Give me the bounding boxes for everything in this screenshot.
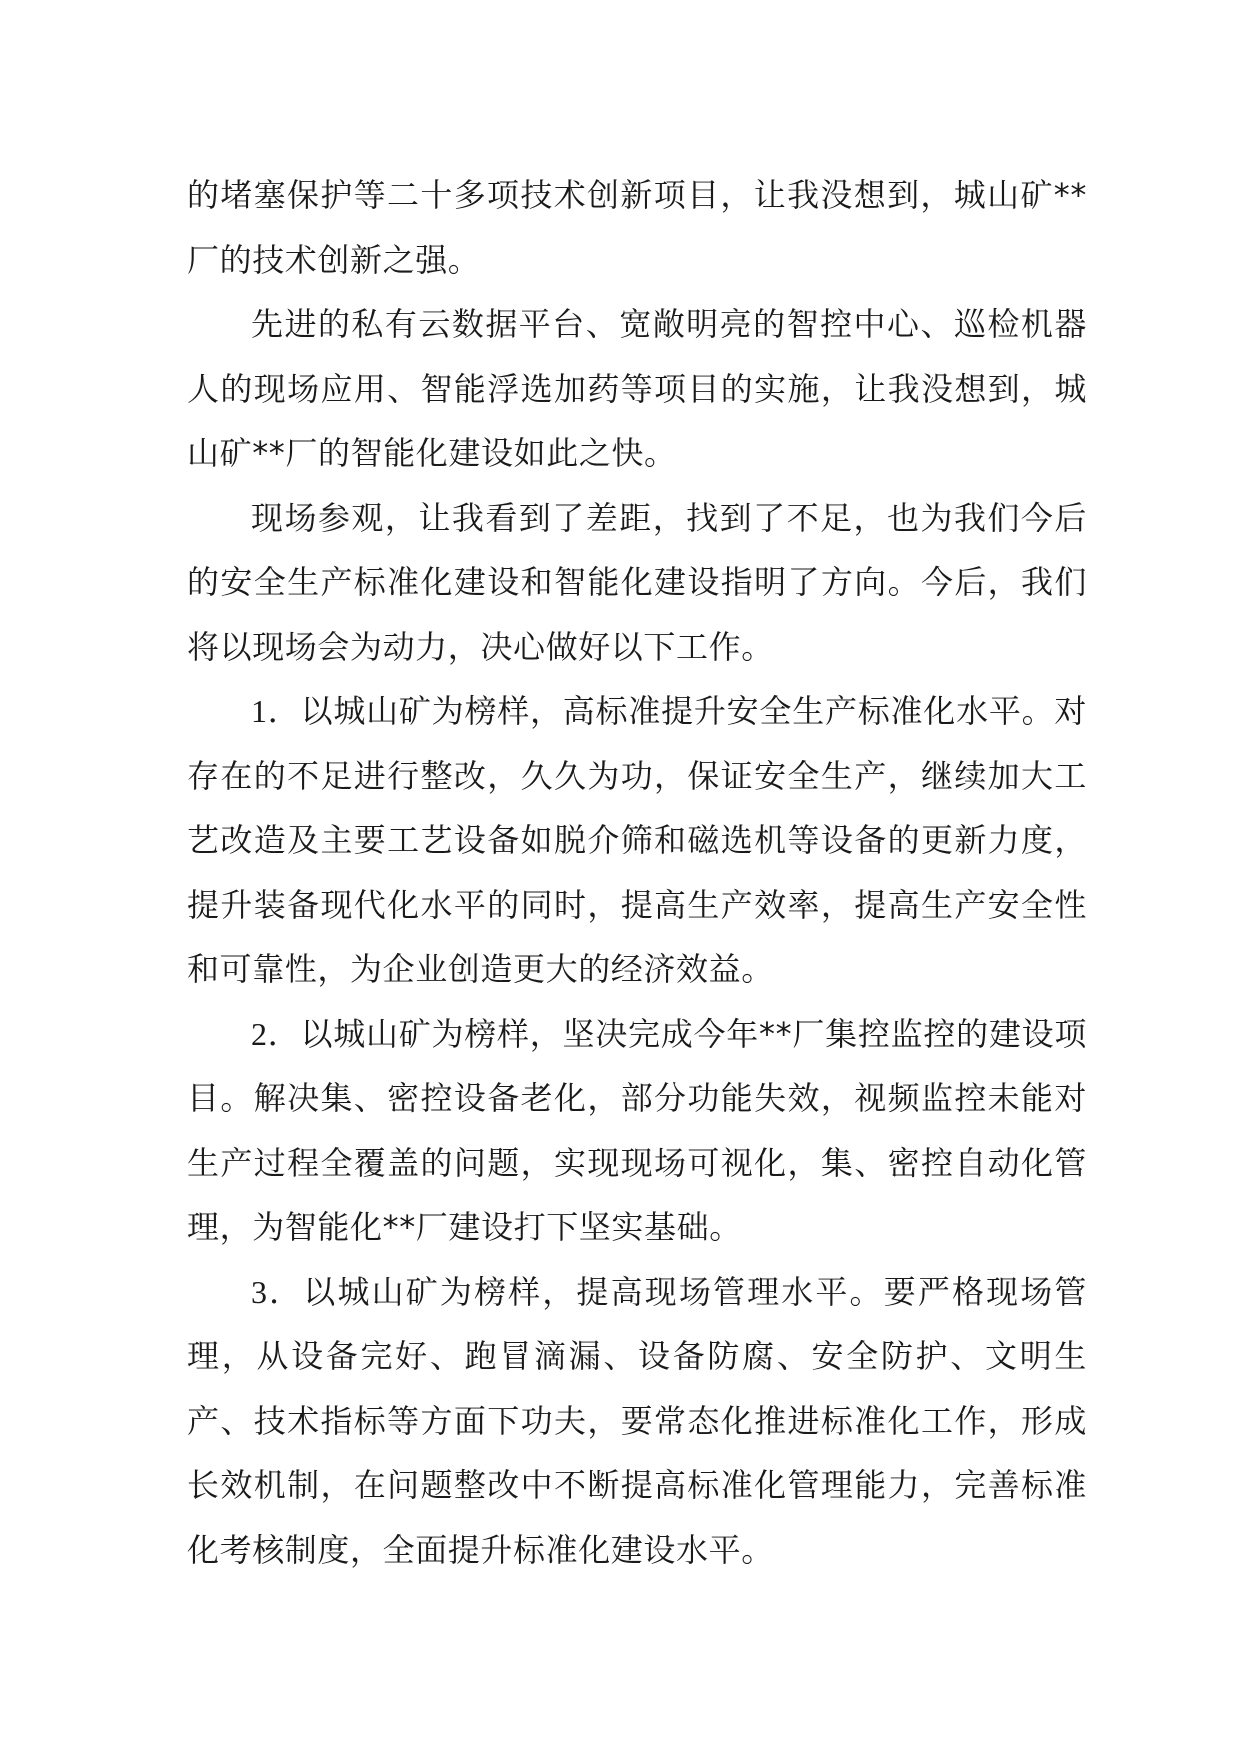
paragraph-text: 以城山矿为榜样，坚决完成今年**厂集控监控的建设项目。解决集、密控设备老化，部分功能失效，视频监控未能对生产过程全覆盖的问题，实现现场可视化，集、密控自动化管理，为智能化**厂建设打下坚实基础。 <box>187 1014 1087 1246</box>
list-number: 2． <box>251 1015 301 1052</box>
list-number: 3． <box>251 1273 304 1310</box>
list-number: 1． <box>251 693 301 729</box>
paragraph-text: 以城山矿为榜样，提高现场管理水平。要严格现场管理，从设备完好、跑冒滴漏、设备防腐、安全防护、文明生产、技术指标等方面下功夫，要常态化推进标准化工作，形成长效机制，在问题整改中不断提高标准化管理能力，完善标准化考核制度，全面提升标准化建设水平。 <box>187 1272 1088 1569</box>
paragraph-site-visit <box>187 486 1087 680</box>
document-body <box>187 163 1087 1582</box>
paragraph-smart-construction <box>187 292 1087 486</box>
list-item-2 <box>187 1002 1087 1260</box>
list-item-1 <box>187 679 1087 1002</box>
paragraph-text: 的堵塞保护等二十多项技术创新项目，让我没想到，城山矿**厂的技术创新之强。 <box>187 176 1087 279</box>
list-item-3 <box>187 1260 1087 1583</box>
paragraph-text: 先进的私有云数据平台、宽敞明亮的智控中心、巡检机器人的现场应用、智能浮选加药等项目的实施，让我没想到，城山矿**厂的智能化建设如此之快。 <box>187 305 1087 472</box>
paragraph-text: 以城山矿为榜样，高标准提升安全生产标准化水平。对存在的不足进行整改，久久为功，保证安全生产，继续加大工艺改造及主要工艺设备如脱介筛和磁选机等设备的更新力度，提升装备现代化水平的同时，提高生产效率，提高生产安全性和可靠性，为企业创造更大的经济效益。 <box>187 692 1088 988</box>
paragraph-continuation <box>187 163 1087 292</box>
paragraph-text: 现场参观，让我看到了差距，找到了不足，也为我们今后的安全生产标准化建设和智能化建设指明了方向。今后，我们将以现场会为动力，决心做好以下工作。 <box>187 498 1087 666</box>
